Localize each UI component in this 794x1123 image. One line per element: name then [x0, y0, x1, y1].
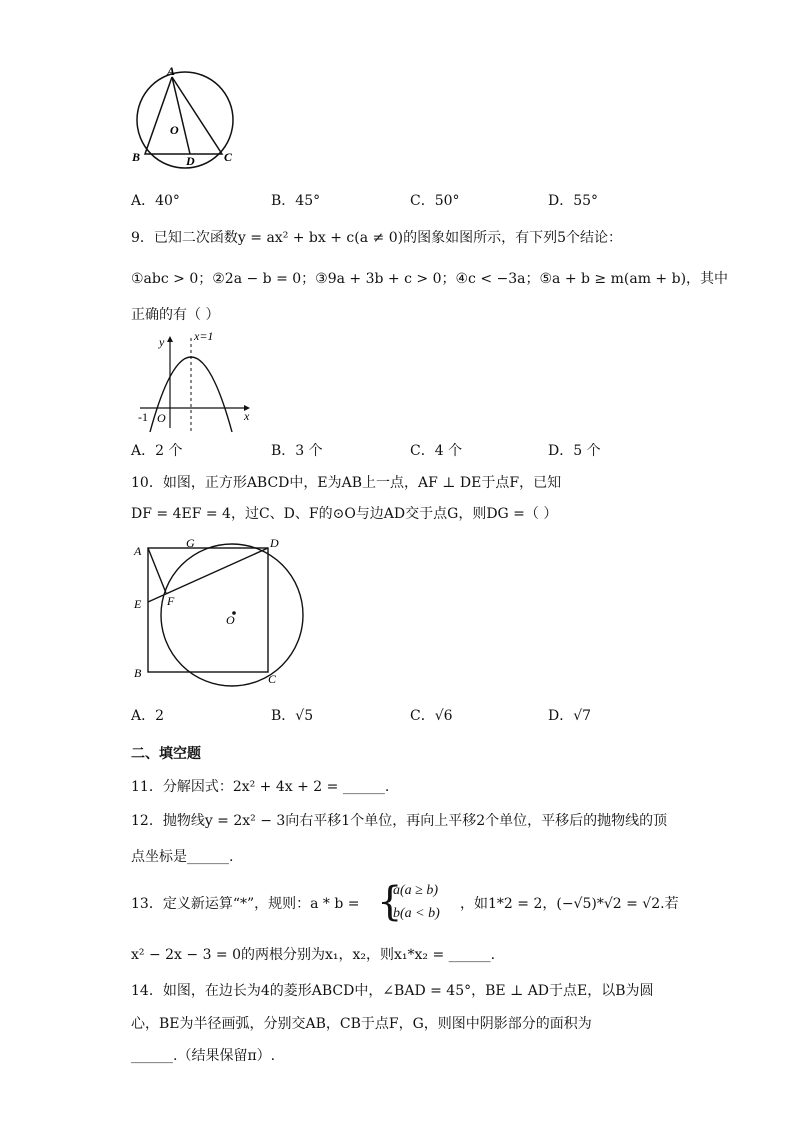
q8-option-a: A．40°: [131, 193, 180, 209]
q8-label-a: A: [167, 64, 176, 78]
q10-label-b: B: [134, 666, 142, 680]
q8-label-c: C: [224, 150, 233, 164]
q9-label-neg1: -1: [138, 410, 148, 424]
q10-option-c: C．√6: [410, 708, 453, 724]
q13-case-1: a(a ≥ b): [393, 883, 439, 898]
q10-stem-line2: DF = 4EF = 4，过C、D、F的⊙O与边AD交于点G，则DG =（ ）: [131, 506, 558, 522]
q8-circle-triangle-figure: [130, 64, 255, 174]
q10-segment-de: [148, 548, 268, 602]
q8-segment-ad: [172, 77, 190, 154]
q10-label-o: O: [226, 613, 235, 627]
q10-option-d: D．√7: [548, 708, 592, 724]
q8-label-d: D: [186, 154, 195, 168]
q13-case-2: b(a < b): [393, 906, 440, 921]
q12-stem-line2: 点坐标是______.: [131, 849, 234, 865]
q9-label-x: x: [244, 409, 250, 423]
q10-option-a: A．2: [131, 708, 165, 724]
q13-stem-prefix: 13．定义新运算“*”，规则：a * b =: [131, 896, 360, 912]
q8-label-b: B: [132, 150, 141, 164]
q10-label-g: G: [186, 536, 195, 550]
q14-stem-line1: 14．如图，在边长为4的菱形ABCD中，∠BAD = 45°，BE ⊥ AD于点E，以B为圆: [131, 983, 654, 999]
q9-stem-line3: 正确的有（ ）: [131, 307, 220, 323]
q9-option-d: D．5 个: [548, 443, 601, 459]
q14-stem-line3: ______.（结果保留π）.: [131, 1048, 276, 1064]
q9-label-y: y: [159, 335, 165, 349]
q10-segment-af: [148, 548, 166, 593]
q10-label-c: C: [268, 672, 277, 686]
q8-triangle: [145, 77, 222, 154]
q9-option-c: C．4 个: [410, 443, 463, 459]
q9-label-x-eq-1: x=1: [194, 329, 214, 343]
q13-stem-suffix: ，如1*2 = 2，(−√5)*√2 = √2.若: [460, 896, 679, 912]
q9-option-b: B．3 个: [271, 443, 323, 459]
q9-stem-line1: 9．已知二次函数y = ax² + bx + c(a ≠ 0)的图象如图所示，有下列5个结论：: [131, 230, 622, 246]
q10-label-e: E: [134, 597, 142, 611]
q8-option-d: D．55°: [548, 193, 599, 209]
q8-label-o: O: [170, 123, 179, 137]
q10-label-d: D: [270, 536, 279, 550]
q10-square-abcd: [148, 548, 268, 672]
q9-y-axis-arrow: [167, 336, 173, 342]
q9-parabola-graph: [130, 328, 260, 432]
q8-option-b: B．45°: [271, 193, 321, 209]
q10-label-f: F: [167, 594, 175, 608]
q9-option-a: A．2 个: [131, 443, 183, 459]
q14-stem-line2: 心，BE为半径画弧，分别交AB，CB于点F，G，则图中阴影部分的面积为: [131, 1016, 592, 1032]
q9-label-o: O: [157, 411, 166, 425]
q12-stem-line1: 12．抛物线y = 2x² − 3向右平移1个单位，再向上平移2个单位，平移后的抛物线的顶: [131, 813, 668, 829]
q10-option-b: B．√5: [271, 708, 314, 724]
section-title-fill-in: 二、填空题: [131, 746, 201, 762]
q10-stem-line1: 10．如图，正方形ABCD中，E为AB上一点，AF ⊥ DE于点F，已知: [131, 475, 562, 491]
q10-label-a: A: [134, 544, 142, 558]
q13-piecewise-brace: {: [377, 879, 403, 925]
q8-option-c: C．50°: [410, 193, 460, 209]
q9-stem-line2: ①abc > 0；②2a − b = 0；③9a + 3b + c > 0；④c < −3a；⑤a + b ≥ m(am + b)，其中: [131, 271, 729, 287]
q13-stem-line2: x² − 2x − 3 = 0的两根分别为x₁，x₂，则x₁*x₂ = ______.: [131, 947, 496, 963]
q11-stem: 11．分解因式：2x² + 4x + 2 = ______.: [131, 779, 390, 795]
q10-square-circle-figure: [130, 535, 320, 687]
